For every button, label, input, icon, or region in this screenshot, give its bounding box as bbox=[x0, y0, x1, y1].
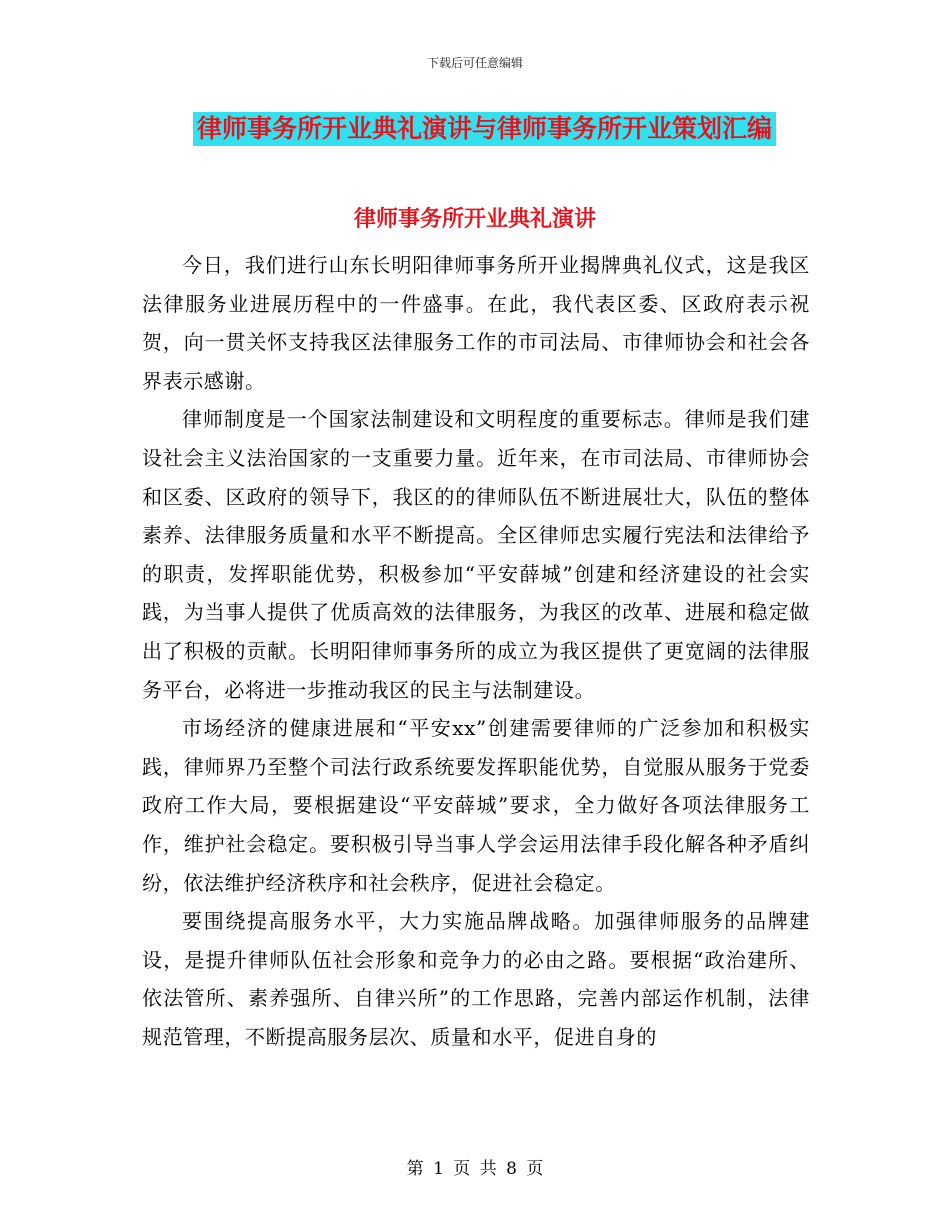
paragraph: 今日，我们进行山东长明阳律师事务所开业揭牌典礼仪式，这是我区法律服务业进展历程中的一件盛事。在此，我代表区委、区政府表示祝贺，向一贯关怀支持我区法律服务工作的市司法局、市律师协会和社会各界表示感谢。 bbox=[142, 253, 810, 393]
paragraph: 市场经济的健康进展和“平安xx”创建需要律师的广泛参加和积极实践，律师界乃至整个司法行政系统要发挥职能优势，自觉服从服务于党委政府工作大局，要根据建设“平安薛城”要求，全力做好各项法律服务工作，维护社会稳定。要积极引导当事人学会运用法律手段化解各种矛盾纠纷，依法维护经济秩序和社会秩序，促进社会稳定。 bbox=[142, 716, 810, 895]
paragraph: 律师制度是一个国家法制建设和文明程度的重要标志。律师是我们建设社会主义法治国家的一支重要力量。近年来，在市司法局、市律师协会和区委、区政府的领导下，我区的的律师队伍不断进展壮大，队伍的整体素养、法律服务质量和水平不断提高。全区律师忠实履行宪法和法律给予的职责，发挥职能优势，积极参加“平安薛城”创建和经济建设的社会实践，为当事人提供了优质高效的法律服务，为我区的改革、进展和稳定做出了积极的贡献。长明阳律师事务所的成立为我区提供了更宽阔的法律服务平台，必将进一步推动我区的民主与法制建设。 bbox=[142, 407, 810, 702]
document-body bbox=[142, 246, 810, 1056]
paragraph: 要围绕提高服务水平，大力实施品牌战略。加强律师服务的品牌建设，是提升律师队伍社会形象和竞争力的必由之路。要根据“政治建所、依法管所、素养强所、自律兴所”的工作思路，完善内部运作机制，法律规范管理，不断提高服务层次、质量和水平，促进自身的 bbox=[142, 909, 810, 1049]
page-number-footer: 第 1 页 共 8 页 bbox=[406, 1159, 544, 1179]
section-title: 律师事务所开业典礼演讲 bbox=[353, 206, 596, 232]
page-header-note: 下载后可任意编辑 bbox=[426, 56, 523, 70]
document-main-title: 律师事务所开业典礼演讲与律师事务所开业策划汇编 bbox=[193, 112, 776, 146]
